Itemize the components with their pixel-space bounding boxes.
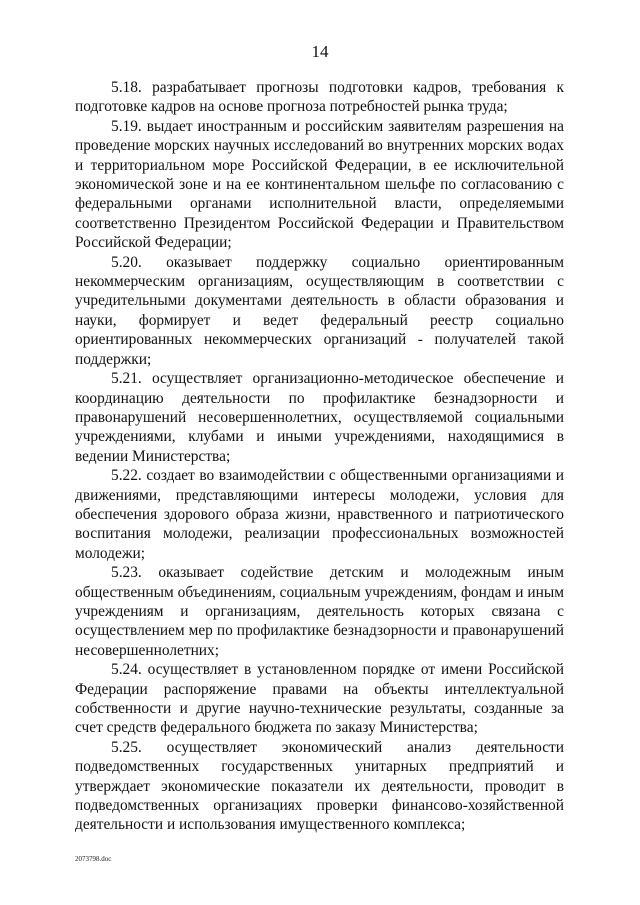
paragraph-5-21: 5.21. осуществляет организационно-методическое обеспечение и координацию деятельности по профилактике безнадзорности и правонарушений несовершеннолетних, осуществляемой социальными учреждениями, клубами и иными учреждениями, находящимися в ведении Министерства; [75, 370, 564, 465]
paragraph-5-23: 5.23. оказывает содействие детским и молодежным иным общественным объединениям, социальным учреждениям, фондам и иным учреждениям и организациям, деятельность которых связана с осуществлением мер по профилактике безнадзорности и правонарушений несовершеннолетних; [75, 564, 564, 659]
paragraph-5-24: 5.24. осуществляет в установленном порядке от имени Российской Федерации распоряжение правами на объекты интеллектуальной собственности и другие научно-технические результаты, созданные за счет средств федерального бюджета по заказу Министерства; [75, 661, 564, 737]
footer-filename: 2073798.doc [75, 855, 112, 863]
paragraph-5-25: 5.25. осуществляет экономический анализ деятельности подведомственных государственных унитарных предприятий и утверждает экономические показатели их деятельности, проводит в подведомственных организациях проверки финансово-хозяйственной деятельности и использования имущественного комплекса; [75, 738, 564, 834]
page-number: 14 [311, 42, 329, 61]
paragraph-5-18: 5.18. разрабатывает прогнозы подготовки кадров, требования к подготовке кадров на основе прогноза потребностей рынка труда; [75, 79, 564, 116]
paragraph-5-19: 5.19. выдает иностранным и российским заявителям разрешения на проведение морских научных исследований во внутренних морских водах и территориальном море Российской Федерации, в ее исключительной экономической зоне и на ее континентальном шельфе по согласованию с федеральными органами исполнительной власти, определяемыми соответственно Президентом Российской Федерации и Правительством Российской Федерации; [75, 117, 564, 252]
document-body [75, 78, 564, 835]
paragraph-5-20: 5.20. оказывает поддержку социально ориентированным некоммерческим организациям, осуществляющим в соответствии с учредительными документами деятельность в области образования и науки, формирует и ведет федеральный реестр социально ориентированных некоммерческих организаций - получателей такой поддержки; [75, 253, 564, 368]
paragraph-5-22: 5.22. создает во взаимодействии с общественными организациями и движениями, представляющими интересы молодежи, условия для обеспечения здорового образа жизни, нравственного и патриотического воспитания молодежи, реализации профессиональных возможностей молодежи; [75, 467, 564, 562]
